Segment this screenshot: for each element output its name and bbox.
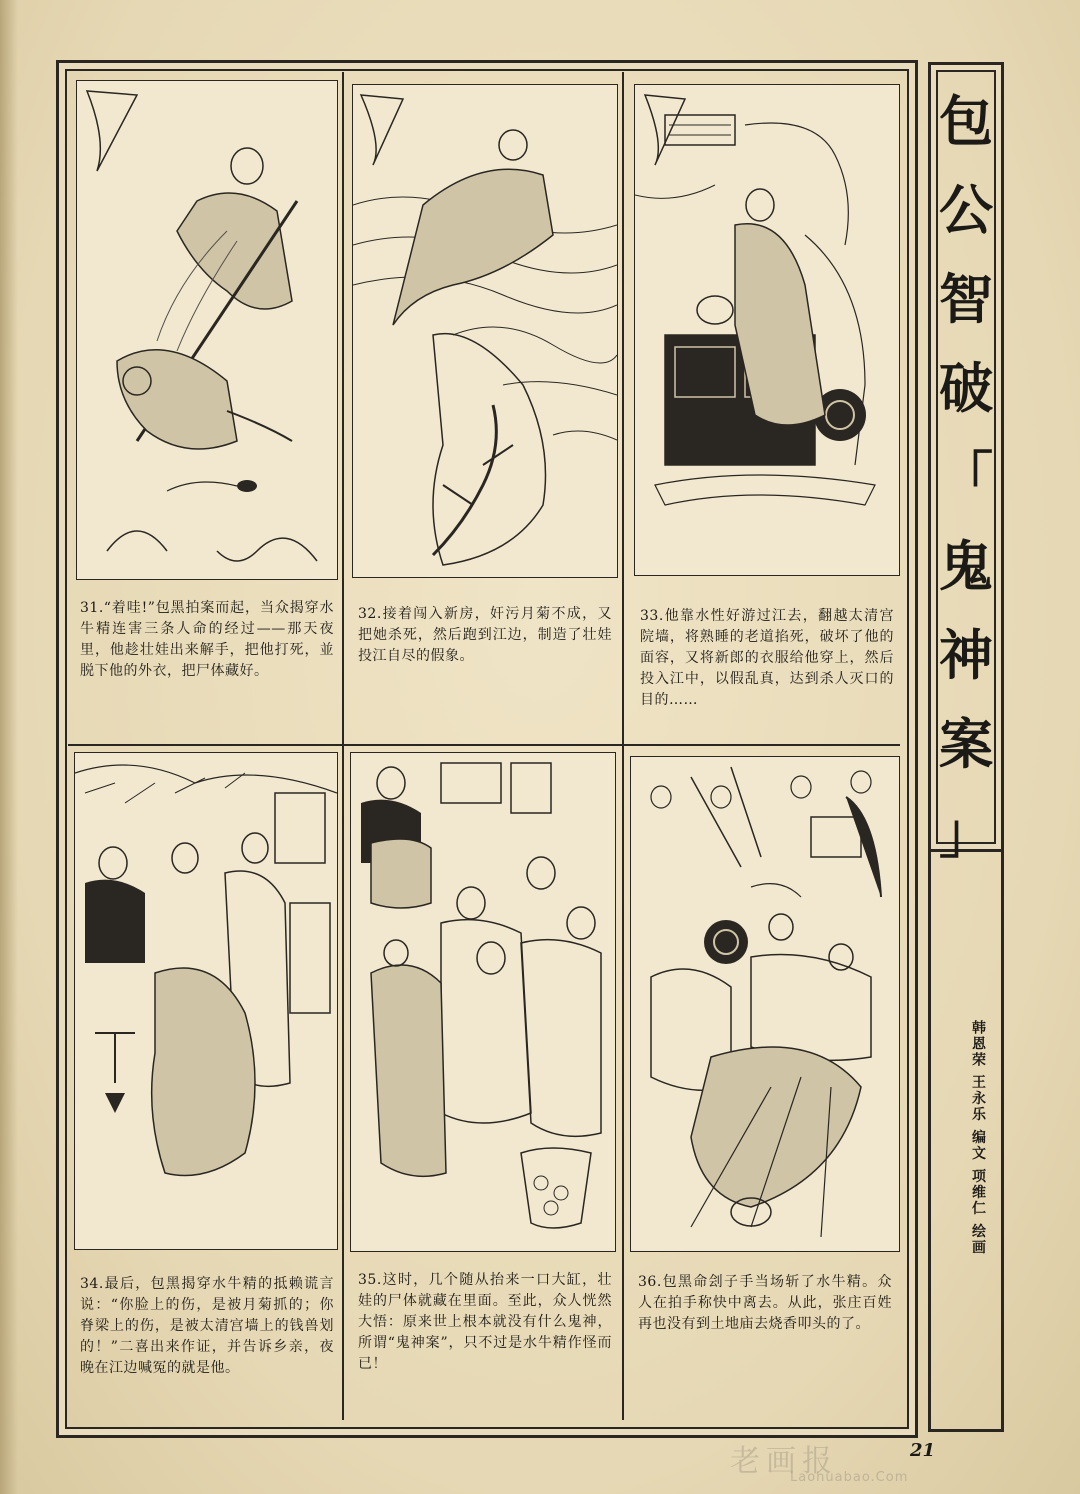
panel-illustration-34 (74, 752, 338, 1250)
title-char: 神 (939, 624, 993, 687)
author-credits: 韩恩荣 王永乐 编文 项维仁 绘画 (970, 1020, 986, 1256)
panel-illustration-32 (352, 84, 618, 578)
title-char: 鬼 (939, 535, 993, 598)
title-char: 公 (939, 179, 993, 242)
panel-illustration-33 (634, 84, 900, 576)
title-char: 智 (939, 268, 993, 331)
panel-caption-35: 35.这时，几个随从抬来一口大缸，壮娃的尸体就藏在里面。至此，众人恍然大悟：原来世上根本就没有什么鬼神，所谓“鬼神案”，只不过是水牛精作怪而已！ (358, 1272, 612, 1372)
temple-scene-drawing (635, 85, 899, 575)
courtroom-testimony-drawing (75, 753, 337, 1249)
panel-caption-34: 34.最后，包黑揭穿水牛精的抵赖谎言说：“你脸上的伤，是被月菊抓的；你脊梁上的伤，是被太清宫墙上的钱兽划的！”二喜出来作证，并告诉乡亲，夜晚在江边喊冤的就是他。 (80, 1276, 334, 1376)
panel-illustration-35 (350, 752, 616, 1252)
crowd-vat-drawing (351, 753, 615, 1251)
watermark-url: Laohuabao.Com (790, 1470, 909, 1485)
title-char: 破 (939, 357, 993, 420)
panel-caption-31: 31.“着哇!”包黑拍案而起，当众揭穿水牛精连害三条人命的经过——那天夜里，他趁壮娃出来解手，把他打死，並脱下他的外衣，把尸体藏好。 (80, 600, 334, 679)
row-divider (68, 744, 900, 746)
title-char: 案 (939, 713, 993, 776)
panel-illustration-31 (76, 80, 338, 580)
panel-caption-36: 36.包黑命刽子手当场斩了水牛精。众人在拍手称快中离去。从此，张庄百姓再也没有到土地庙去烧香叩头的了。 (638, 1274, 892, 1332)
title-char: 」 (939, 802, 993, 865)
column-divider-1 (342, 72, 344, 1420)
panel-caption-33: 33.他靠水性好游过江去，翻越太清宫院墙，将熟睡的老道掐死，破坏了他的面容，又将新郎的衣服给他穿上，然后投入江中，以假乱真，达到杀人灭口的目的…… (640, 608, 894, 708)
panel-caption-32: 32.接着闯入新房，奸污月菊不成，又把她杀死，然后跑到江边，制造了壮娃投江自尽的假象。 (358, 606, 612, 664)
title-char: 「 (939, 446, 993, 509)
column-divider-2 (622, 72, 624, 1420)
execution-scene-drawing (631, 757, 899, 1251)
story-title (928, 62, 1004, 865)
title-char: 包 (939, 90, 993, 153)
watermark-logo: 老画报 (730, 1444, 838, 1479)
binding-shadow (0, 0, 18, 1494)
fight-scene-drawing (77, 81, 337, 579)
river-escape-drawing (353, 85, 617, 577)
panel-illustration-36 (630, 756, 900, 1252)
page-number: 21 (910, 1440, 936, 1461)
